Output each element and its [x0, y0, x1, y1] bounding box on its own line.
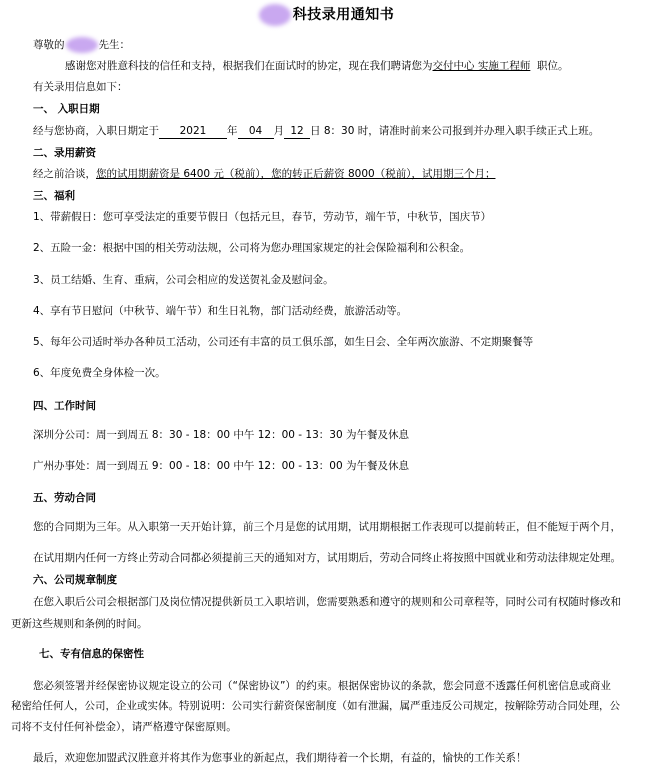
- benefit-item: 1、带薪假日：您可享受法定的重要节假日（包括元旦，春节，劳动节，端午节，中秋节，国庆节）: [33, 211, 492, 223]
- contract-line-1: 您的合同期为三年。从入职第一天开始计算，前三个月是您的试用期，试用期根据工作表现可以提前转正，但不能短于两个月，: [33, 521, 621, 533]
- start-date-text: [33, 123, 599, 139]
- start-date-tail: 日 8：30 时，请准时前来公司报到并办理入职手续正式上班。: [310, 125, 600, 137]
- year-unit: 年: [227, 125, 238, 137]
- benefit-item: 2、五险一金：根据中国的相关劳动法规，公司将为您办理国家规定的社会保险福利和公积金。: [33, 242, 471, 254]
- salutation: [33, 37, 130, 53]
- start-year: 2021: [159, 124, 227, 139]
- benefit-item: 4、享有节日慰问（中秋节、端午节）和生日礼物，部门活动经费，旅游活动等。: [33, 305, 408, 317]
- letter-title: 科技录用通知书: [292, 7, 395, 23]
- section-rules-heading: 六、公司规章制度: [33, 574, 117, 586]
- section-salary-heading: 二、录用薪资: [33, 147, 96, 159]
- rules-line-1: 在您入职后公司会根据部门及岗位情况提供新员工入职培训，您需要熟悉和遵守的规则和公司章程等，同时公司有权随时修改和: [33, 596, 621, 608]
- start-date-lead: 经与您协商，入职日期定于: [33, 125, 159, 137]
- confidentiality-line-1: 您必须签署并经保密协议规定设立的公司（“保密协议”）的约束。根据保密协议的条款，您会同意不透露任何机密信息或商业: [33, 680, 611, 692]
- confidentiality-line-3: 司将不支付任何补偿金），请严格遵守保密原则。: [11, 721, 237, 733]
- rules-line-2: 更新这些规则和条例的时间。: [11, 618, 148, 630]
- benefit-item: 5、每年公司适时举办各种员工活动，公司还有丰富的员工俱乐部，如生日会、全年两次旅游、不定期聚餐等: [33, 336, 534, 348]
- section-benefits-heading: 三、福利: [33, 190, 75, 202]
- confidentiality-line-2: 秘密给任何人，公司，企业或实体。特别说明：公司实行薪资保密制度（如有泄漏，属严重违反公司规定，按解除劳动合同处理，公: [11, 700, 620, 712]
- salary-lead: 经之前洽谈，: [33, 168, 96, 180]
- section-start-date-heading: 一、 入职日期: [33, 103, 100, 115]
- section-contract-heading: 五、劳动合同: [33, 492, 96, 504]
- redacted-recipient-name: [66, 37, 98, 53]
- intro-paragraph: [65, 58, 569, 74]
- section-confidentiality-heading: 七、专有信息的保密性: [39, 648, 144, 660]
- salary-text: [33, 166, 495, 182]
- month-unit: 月: [273, 125, 284, 137]
- closing-line: 最后，欢迎您加盟武汉胜意并将其作为您事业的新起点，我们期待着一个长期，有益的，愉快的工作关系！: [33, 752, 527, 764]
- salutation-prefix: 尊敬的: [33, 39, 65, 51]
- hours-guangzhou: 广州办事处：周一到周五 9：00 - 18：00 中午 12：00 - 13：00 为午餐及休息: [33, 460, 409, 472]
- start-day: 12: [284, 124, 310, 139]
- salutation-suffix: 先生：: [98, 39, 130, 51]
- hours-shenzhen: 深圳分公司：周一到周五 8：30 - 18：00 中午 12：00 - 13：30 为午餐及休息: [33, 429, 409, 441]
- benefit-item: 3、员工结婚、生育、重病，公司会相应的发送贺礼金及慰问金。: [33, 274, 334, 286]
- intro-end: 职位。: [537, 60, 569, 72]
- benefit-item: 6、年度免费全身体检一次。: [33, 367, 166, 379]
- contract-line-2: 在试用期内任何一方终止劳动合同都必须提前三天的通知对方，试用期后，劳动合同终止将按照中国就业和劳动法律规定处理。: [33, 552, 621, 564]
- intro-text: 感谢您对胜意科技的信任和支持，根据我们在面试时的协定，现在我们聘请您为: [65, 60, 433, 72]
- redacted-company-name: [259, 4, 291, 26]
- start-month: 04: [238, 124, 274, 139]
- info-lead: 有关录用信息如下：: [33, 81, 128, 93]
- title-row: [0, 4, 653, 30]
- salary-details: 您的试用期薪资是 6400 元（税前），您的转正后薪资 8000（税前），试用期三个月；: [96, 168, 496, 180]
- job-position: 交付中心 实施工程师: [432, 60, 531, 72]
- section-hours-heading: 四、工作时间: [33, 400, 96, 412]
